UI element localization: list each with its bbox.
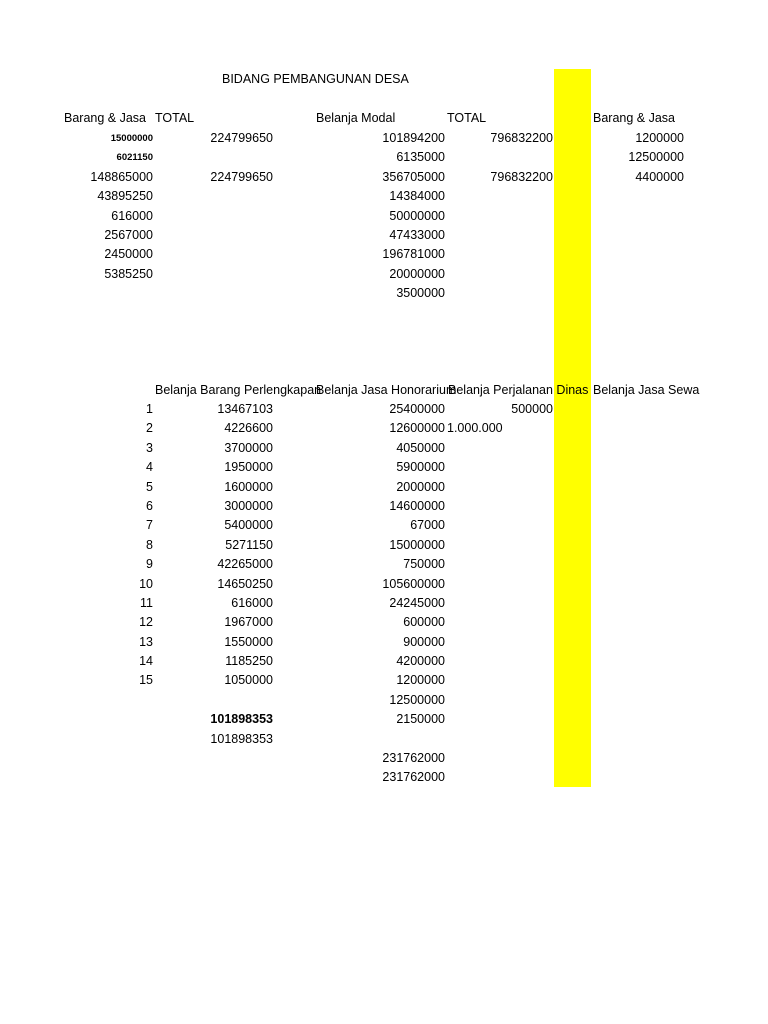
row-number: 4 (146, 460, 153, 475)
cell: 3000000 (224, 498, 273, 513)
belanja-modal-column (352, 129, 445, 304)
cell: 1185250 (225, 654, 273, 669)
cell: 20000000 (389, 266, 445, 281)
cell: 43895250 (97, 189, 153, 204)
cell: 5400000 (224, 518, 273, 533)
cell: 3700000 (224, 440, 273, 455)
honorarium-total: 231762000 (382, 751, 445, 766)
cell: 2567000 (104, 227, 153, 242)
cell: 24245000 (389, 595, 445, 610)
header-perjalanan-text: Belanja Perjalanan (448, 383, 557, 397)
row-number: 12 (139, 615, 153, 630)
row-number: 15 (139, 673, 153, 688)
cell: 25400000 (389, 402, 445, 416)
cell: 2450000 (104, 247, 153, 262)
yellow-highlight-column (554, 69, 591, 787)
cell: 796832200 (490, 169, 553, 184)
cell: 600000 (403, 615, 445, 630)
cell: 5271150 (225, 537, 273, 552)
header-belanja-jasa-honorarium: Belanja Jasa Honorarium (316, 383, 457, 397)
cell: 1950000 (224, 460, 273, 475)
barang-jasa-2-column (591, 129, 684, 187)
cell: 3500000 (396, 286, 445, 301)
cell: 4200000 (396, 654, 445, 669)
row-number: 11 (140, 595, 153, 610)
honorarium-column (352, 400, 445, 788)
row-number: 2 (146, 421, 153, 436)
cell: 500000 (511, 402, 553, 416)
barang-jasa-column (60, 129, 153, 284)
cell: 1050000 (224, 673, 273, 688)
cell: 13467103 (217, 402, 273, 416)
cell: 12500000 (389, 692, 445, 707)
header-barang-jasa-2: Barang & Jasa (593, 111, 675, 125)
header-belanja-barang-perlengkapan: Belanja Barang Perlengkapan (155, 383, 322, 397)
cell: 796832200 (490, 131, 553, 145)
cell: 616000 (231, 595, 273, 610)
cell: 2000000 (396, 479, 445, 494)
cell: 6135000 (396, 150, 445, 165)
cell: 900000 (403, 634, 445, 649)
cell: 1200000 (635, 131, 684, 145)
cell: 6021150 (116, 152, 153, 164)
cell: 1600000 (224, 479, 273, 494)
cell: 15000000 (110, 133, 153, 144)
cell: 12600000 (389, 421, 445, 436)
page-title: BIDANG PEMBANGUNAN DESA (222, 72, 409, 86)
cell: 196781000 (382, 247, 445, 262)
header-belanja-modal: Belanja Modal (316, 111, 396, 125)
row-number: 5 (146, 479, 153, 494)
cell: 101894200 (382, 131, 445, 145)
row-number: 3 (146, 440, 153, 455)
cell: 1967000 (224, 615, 273, 630)
header-total-2: TOTAL (447, 111, 487, 125)
cell: 47433000 (389, 227, 445, 242)
honorarium-total: 231762000 (382, 770, 445, 785)
row-number: 1 (146, 402, 153, 416)
header-dinas-text: Dinas (556, 383, 589, 397)
cell: 5900000 (396, 460, 445, 475)
cell: 616000 (111, 208, 153, 223)
cell: 224799650 (210, 169, 273, 184)
cell: 15000000 (389, 537, 445, 552)
row-number: 6 (146, 498, 153, 513)
cell: 4226600 (224, 421, 273, 436)
row-number: 9 (146, 557, 153, 572)
cell: 148865000 (90, 169, 153, 184)
cell: 1.000.000 (447, 421, 503, 436)
row-number: 8 (146, 537, 153, 552)
perlengkapan-total: 101898353 (210, 731, 273, 746)
header-belanja-jasa-sewa: Belanja Jasa Sewa (593, 383, 700, 397)
cell: 14650250 (217, 576, 273, 591)
total-2-column (460, 129, 553, 187)
cell: 224799650 (210, 131, 273, 145)
cell: 42265000 (217, 557, 273, 572)
row-number: 10 (139, 576, 153, 591)
cell: 67000 (410, 518, 445, 533)
row-number: 7 (146, 518, 153, 533)
row-number: 13 (139, 634, 153, 649)
cell: 1200000 (396, 673, 445, 688)
cell: 4400000 (635, 169, 684, 184)
header-total-1: TOTAL (155, 111, 195, 125)
cell: 50000000 (389, 208, 445, 223)
number-column (110, 400, 153, 691)
cell: 14600000 (389, 498, 445, 513)
cell: 4050000 (396, 440, 445, 455)
header-barang-jasa: Barang & Jasa (64, 111, 146, 125)
cell: 105600000 (382, 576, 445, 591)
perjalanan-column (447, 400, 553, 439)
header-belanja-perjalanan (448, 382, 588, 398)
perlengkapan-column (180, 400, 273, 749)
cell: 750000 (403, 557, 445, 572)
perlengkapan-total-bold: 101898353 (210, 712, 273, 727)
cell: 356705000 (382, 169, 445, 184)
total-1-column (180, 129, 273, 187)
cell: 2150000 (396, 712, 445, 727)
cell: 1550000 (224, 634, 273, 649)
cell: 14384000 (389, 189, 445, 204)
cell: 5385250 (104, 266, 153, 281)
cell: 12500000 (628, 150, 684, 165)
row-number: 14 (139, 654, 153, 669)
